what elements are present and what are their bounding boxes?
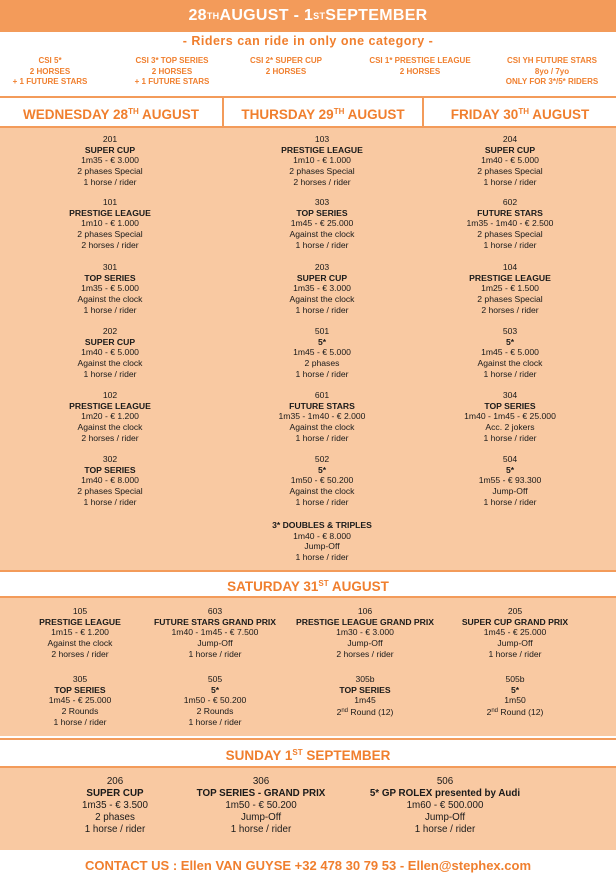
event-block <box>10 390 210 444</box>
day-title-sup: TH <box>333 107 345 116</box>
event-number: 301 <box>102 262 118 272</box>
event-name: SUPER CUP <box>484 144 536 155</box>
event-detail: 2 phases Special <box>77 166 143 177</box>
event-detail: 1 horse / rider <box>295 496 349 507</box>
event-detail: 1m40 - € 8.000 <box>293 530 351 541</box>
event-block <box>222 390 422 444</box>
event-number: 305 <box>72 674 88 684</box>
event-detail: 1m45 - € 25.000 <box>48 695 112 706</box>
saturday-header <box>0 570 616 598</box>
event-detail: 1 horse / rider <box>414 824 476 835</box>
event-number: 202 <box>102 326 118 336</box>
event-block <box>410 134 610 188</box>
event-block <box>10 262 210 316</box>
day-title-text: AUGUST <box>528 107 590 122</box>
event-number: 101 <box>102 197 118 207</box>
event-detail: Jump-Off <box>240 812 282 823</box>
event-number: 501 <box>314 326 330 336</box>
subtitle: - Riders can ride in only one category - <box>182 34 434 48</box>
event-block <box>10 326 210 380</box>
event-detail: 2 phases Special <box>77 229 143 240</box>
day-title-text: WEDNESDAY 28 <box>23 107 129 122</box>
category-line: + 1 FUTURE STARS <box>12 77 88 86</box>
event-detail: 1m15 - € 1.200 <box>51 627 109 638</box>
category-list <box>0 56 616 92</box>
event-name: SUPER CUP <box>84 336 136 347</box>
event-name: TOP SERIES <box>84 272 136 283</box>
day-title-saturday <box>0 572 616 599</box>
event-name: TOP SERIES <box>484 400 536 411</box>
day-title-text: AUGUST <box>138 107 199 122</box>
event-block <box>350 776 540 836</box>
event-detail: 1m50 - € 50.200 <box>183 695 247 706</box>
event-name: PRESTIGE LEAGUE <box>69 400 151 411</box>
event-name: TOP SERIES <box>54 684 106 695</box>
event-detail: 1m50 - € 50.200 <box>225 800 297 811</box>
event-number: 505 <box>207 674 223 684</box>
event-detail: 1m35 - € 3.000 <box>81 155 139 166</box>
event-number: 105 <box>72 606 88 616</box>
event-detail: 2 horses / rider <box>293 176 351 187</box>
event-detail: Jump-Off <box>497 638 533 649</box>
event-block <box>222 197 422 251</box>
event-name: PRESTIGE LEAGUE <box>39 616 121 627</box>
event-name: 3* DOUBLES & TRIPLES <box>272 520 372 530</box>
event-detail: 2 horses / rider <box>481 304 539 315</box>
event-detail: Jump-Off <box>197 638 233 649</box>
category-line: CSI 1* PRESTIGE LEAGUE <box>369 56 471 65</box>
event-number: 205 <box>507 606 523 616</box>
event-number: 504 <box>502 454 518 464</box>
event-detail: 1m35 - 1m40 - € 2.000 <box>278 411 366 422</box>
event-detail: 1 horse / rider <box>483 496 537 507</box>
round-number: 2 <box>336 707 342 718</box>
category-line: 2 HORSES <box>151 66 193 76</box>
event-name: TOP SERIES <box>84 464 136 475</box>
event-block <box>222 520 422 563</box>
event-detail: 2 horses / rider <box>81 239 139 250</box>
day-title-text: AUGUST <box>328 579 389 594</box>
event-detail: 1m10 - € 1.000 <box>81 218 139 229</box>
event-detail: 2 Rounds <box>61 706 99 717</box>
event-detail: 1 horse / rider <box>295 239 349 250</box>
category-line: 8yo / 7yo <box>534 66 570 76</box>
day-title-text: SUNDAY 1 <box>225 748 293 763</box>
category-line: ONLY FOR 3*/5* RIDERS <box>505 77 599 86</box>
event-block <box>150 606 280 660</box>
category-item <box>350 56 490 77</box>
event-name: TOP SERIES - GRAND PRIX <box>196 788 326 799</box>
event-detail: 1 horse / rider <box>483 239 537 250</box>
event-number: 201 <box>102 134 118 144</box>
event-name: 5* GP ROLEX presented by Audi <box>369 788 521 799</box>
event-detail: 1 horse / rider <box>84 824 146 835</box>
event-detail: 2 Rounds <box>196 706 234 717</box>
day-title-text: SEPTEMBER <box>302 748 391 763</box>
category-line: 2 HORSES <box>399 66 441 76</box>
category-line: CSI 2* SUPER CUP <box>249 56 323 65</box>
category-line: + 1 FUTURE STARS <box>134 77 210 86</box>
event-detail: 1m45 - € 25.000 <box>290 218 354 229</box>
event-name: 5* <box>317 336 327 347</box>
event-detail: 1m20 - € 1.200 <box>81 411 139 422</box>
event-number: 203 <box>314 262 330 272</box>
event-detail: 1 horse / rider <box>295 552 349 563</box>
event-detail: 1 horse / rider <box>188 648 242 659</box>
round-text: Round (12) <box>498 707 544 718</box>
event-number: 102 <box>102 390 118 400</box>
event-block <box>150 674 280 728</box>
event-detail: Jump-Off <box>492 486 528 497</box>
event-block <box>440 606 590 660</box>
event-detail: Against the clock <box>47 638 113 649</box>
event-detail: 1m45 - € 25.000 <box>483 627 547 638</box>
round-suffix: nd <box>341 708 349 715</box>
event-number: 505b <box>505 674 525 684</box>
event-number: 204 <box>502 134 518 144</box>
event-detail: 2 horses / rider <box>81 432 139 443</box>
category-item <box>0 56 100 88</box>
event-number: 502 <box>314 454 330 464</box>
event-detail: 2 phases Special <box>477 229 543 240</box>
category-item <box>228 56 344 77</box>
event-name: 5* <box>505 336 515 347</box>
day-title-sup: TH <box>518 107 529 116</box>
category-line: CSI 5* <box>38 56 62 65</box>
event-detail: Against the clock <box>477 358 543 369</box>
event-name: 5* <box>510 684 520 695</box>
weekday-header-row <box>0 96 616 128</box>
event-block <box>10 134 210 188</box>
event-detail: Against the clock <box>289 486 355 497</box>
sunday-header <box>0 738 616 768</box>
event-detail: 1 horse / rider <box>83 368 137 379</box>
title-day-start: 28 <box>188 7 207 24</box>
event-name: PRESTIGE LEAGUE <box>469 272 551 283</box>
event-name: SUPER CUP GRAND PRIX <box>461 616 569 627</box>
event-detail: 1 horse / rider <box>295 304 349 315</box>
event-detail: 1 horse / rider <box>295 432 349 443</box>
event-detail: 1m40 - 1m45 - € 7.500 <box>171 627 259 638</box>
event-detail: 1m60 - € 500.000 <box>406 800 484 811</box>
event-block <box>290 606 440 660</box>
event-detail: 2 phases Special <box>289 166 355 177</box>
event-name: TOP SERIES <box>296 207 348 218</box>
event-block <box>410 262 610 316</box>
event-round <box>290 706 440 718</box>
day-title-text: SATURDAY 31 <box>227 579 319 594</box>
event-detail: 1m10 - € 1.000 <box>293 155 351 166</box>
event-number: 304 <box>502 390 518 400</box>
event-name: FUTURE STARS <box>289 400 355 411</box>
event-block <box>290 674 440 718</box>
event-number: 506 <box>436 776 454 787</box>
category-item <box>488 56 616 88</box>
event-block <box>10 454 210 508</box>
event-detail: Acc. 2 jokers <box>485 422 535 433</box>
event-detail: 1 horse / rider <box>53 716 107 727</box>
event-detail: 1 horse / rider <box>488 648 542 659</box>
event-block <box>410 197 610 251</box>
title-sup-th: TH <box>206 11 220 21</box>
day-title-text: FRIDAY 30 <box>450 107 519 122</box>
category-line: 2 HORSES <box>265 66 307 76</box>
event-number: 305b <box>355 674 375 684</box>
event-number: 601 <box>314 390 330 400</box>
event-detail: 1 horse / rider <box>483 432 537 443</box>
event-number: 106 <box>357 606 373 616</box>
category-line: 2 HORSES <box>29 66 71 76</box>
event-detail: Against the clock <box>77 358 143 369</box>
event-detail: 1 horse / rider <box>188 716 242 727</box>
event-number: 306 <box>252 776 270 787</box>
event-detail: 1m35 - € 3.000 <box>293 283 351 294</box>
event-detail: 2 phases <box>304 358 340 369</box>
event-block <box>410 390 610 444</box>
event-detail: 2 horses / rider <box>336 648 394 659</box>
day-title-text: AUGUST <box>344 107 405 122</box>
event-block <box>410 454 610 508</box>
page-title <box>0 0 616 32</box>
round-suffix: nd <box>491 708 499 715</box>
event-detail: 1 horse / rider <box>230 824 292 835</box>
event-detail: Against the clock <box>289 294 355 305</box>
round-text: Round (12) <box>348 707 394 718</box>
event-detail: 1m40 - 1m45 - € 25.000 <box>464 411 556 422</box>
event-name: SUPER CUP <box>86 788 144 799</box>
event-detail: 1m50 - € 50.200 <box>290 475 354 486</box>
event-detail: 2 phases Special <box>477 166 543 177</box>
event-name: 5* <box>210 684 220 695</box>
day-title-text: THURSDAY 29 <box>241 107 334 122</box>
event-name: SUPER CUP <box>84 144 136 155</box>
event-block <box>222 134 422 188</box>
event-detail: 2 horses / rider <box>51 648 109 659</box>
event-block <box>40 776 190 836</box>
event-detail: 1m35 - 1m40 - € 2.500 <box>466 218 554 229</box>
event-number: 302 <box>102 454 118 464</box>
event-number: 303 <box>314 197 330 207</box>
event-block <box>222 262 422 316</box>
contact-footer: CONTACT US : Ellen VAN GUYSE +32 478 30 79 53 - Ellen@stephex.com <box>0 852 616 880</box>
title-end: SEPTEMBER <box>325 7 428 24</box>
event-detail: 1m35 - € 5.000 <box>81 283 139 294</box>
day-title-friday <box>424 98 616 129</box>
event-detail: 1 horse / rider <box>83 496 137 507</box>
event-detail: Against the clock <box>289 422 355 433</box>
event-number: 603 <box>207 606 223 616</box>
event-block <box>10 197 210 251</box>
event-number: 103 <box>314 134 330 144</box>
event-detail: 1m40 - € 5.000 <box>481 155 539 166</box>
event-name: PRESTIGE LEAGUE <box>69 207 151 218</box>
event-detail: 1 horse / rider <box>295 368 349 379</box>
event-detail: 2 phases <box>95 812 135 823</box>
event-detail: Against the clock <box>289 229 355 240</box>
event-name: 5* <box>317 464 327 475</box>
event-detail: 1 horse / rider <box>83 304 137 315</box>
event-detail: 1m45 - € 5.000 <box>481 347 539 358</box>
day-title-wednesday <box>0 98 222 129</box>
event-detail: 1m50 <box>504 695 526 706</box>
event-block <box>20 606 140 660</box>
event-name: PRESTIGE LEAGUE <box>281 144 363 155</box>
event-name: FUTURE STARS <box>477 207 543 218</box>
event-detail: 1m45 - € 5.000 <box>293 347 351 358</box>
event-block <box>222 454 422 508</box>
event-block <box>222 326 422 380</box>
event-detail: 1m40 - € 5.000 <box>81 347 139 358</box>
event-round <box>440 706 590 718</box>
category-line: CSI YH FUTURE STARS <box>507 56 597 65</box>
event-name: SUPER CUP <box>296 272 348 283</box>
event-detail: 1m40 - € 8.000 <box>81 475 139 486</box>
event-name: TOP SERIES <box>339 684 391 695</box>
event-block <box>440 674 590 718</box>
round-number: 2 <box>486 707 492 718</box>
event-detail: 1m25 - € 1.500 <box>481 283 539 294</box>
event-detail: 1m55 - € 93.300 <box>478 475 542 486</box>
event-detail: 2 phases Special <box>77 486 143 497</box>
event-block <box>410 326 610 380</box>
event-number: 602 <box>502 197 518 207</box>
event-detail: Jump-Off <box>347 638 383 649</box>
event-number: 104 <box>502 262 518 272</box>
day-title-thursday <box>224 98 422 129</box>
event-detail: 1m30 - € 3.000 <box>336 627 394 638</box>
event-name: FUTURE STARS GRAND PRIX <box>153 616 277 627</box>
event-detail: Against the clock <box>77 422 143 433</box>
event-name: 5* <box>505 464 515 475</box>
event-number: 206 <box>106 776 124 787</box>
event-detail: Jump-Off <box>424 812 466 823</box>
event-block <box>186 776 336 836</box>
event-detail: 1 horse / rider <box>83 176 137 187</box>
event-detail: 1 horse / rider <box>483 176 537 187</box>
event-name: PRESTIGE LEAGUE GRAND PRIX <box>296 616 434 627</box>
event-detail: Jump-Off <box>304 541 340 552</box>
day-title-sup: ST <box>318 579 329 588</box>
event-detail: 1 horse / rider <box>483 368 537 379</box>
category-line: CSI 3* TOP SERIES <box>135 56 209 65</box>
event-number: 503 <box>502 326 518 336</box>
event-detail: 2 phases Special <box>477 294 543 305</box>
day-title-sup: TH <box>128 107 139 116</box>
event-detail: 1m35 - € 3.500 <box>82 800 148 811</box>
event-detail: 1m45 <box>354 695 376 706</box>
title-sup-st: ST <box>313 11 326 21</box>
title-middle: AUGUST - 1 <box>219 7 314 24</box>
day-title-sup: ST <box>292 748 303 757</box>
event-detail: Against the clock <box>77 294 143 305</box>
event-block <box>20 674 140 728</box>
day-title-sunday <box>0 740 616 769</box>
category-item <box>112 56 232 88</box>
